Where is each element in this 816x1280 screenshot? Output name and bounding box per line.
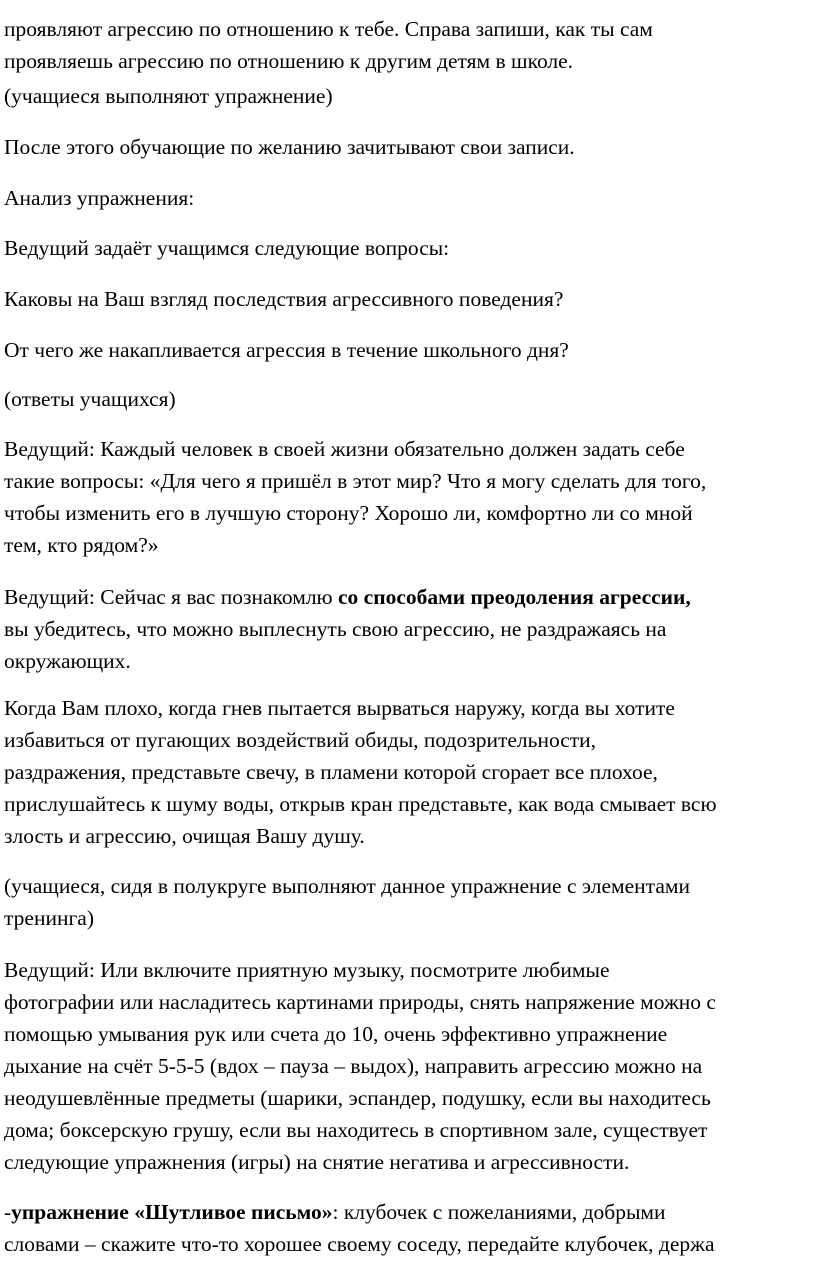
text-line: избавиться от пугающих воздействий обиды, подозрительности, [4,728,597,752]
paragraph [4,232,816,264]
paragraph [4,13,816,77]
text-line [4,1196,816,1228]
text-line: проявляют агрессию по отношению к тебе. Справа запиши, как ты сам [4,17,653,41]
text-line: тем, кто рядом?» [4,533,159,557]
text-line: чтобы изменить его в лучшую сторону? Хорошо ли, комфортно ли со мной [4,501,693,525]
text-line [4,581,816,613]
text-line: Анализ упражнения: [4,186,195,210]
paragraph [4,283,816,315]
text-line: Ведущий: Каждый человек в своей жизни обязательно должен задать себе [4,437,685,461]
text-line: неодушевлённые предметы (шарики, эспандер, подушку, если вы находитесь [4,1086,711,1110]
text-run: - [4,1200,12,1224]
paragraph [4,182,816,214]
paragraph [4,383,816,415]
paragraph [4,80,816,112]
paragraph [4,692,816,852]
text-line: такие вопросы: «Для чего я пришёл в этот мир? Что я могу сделать для того, [4,469,707,493]
text-line: раздражения, представьте свечу, в пламени которой сгорает все плохое, [4,760,658,784]
text-line: дома; боксерскую грушу, если вы находитесь в спортивном зале, существует [4,1118,708,1142]
paragraph [4,433,816,561]
text-line: дыхание на счёт 5-5-5 (вдох – пауза – выдох), направить агрессию можно на [4,1054,703,1078]
text-line: вы убедитесь, что можно выплеснуть свою агрессию, не раздражаясь на [4,617,667,641]
bold-text-run: со способами преодоления агрессии, [338,585,691,609]
text-run: : клубочек с пожеланиями, добрыми [332,1200,666,1224]
text-line: От чего же накапливается агрессия в течение школьного дня? [4,338,569,362]
text-line: (ответы учащихся) [4,387,176,411]
text-line: Ведущий задаёт учащимся следующие вопросы: [4,236,450,260]
text-line: Каковы на Ваш взгляд последствия агрессивного поведения? [4,287,564,311]
paragraph [4,334,816,366]
text-line: (учащиеся, сидя в полукруге выполняют данное упражнение с элементами [4,874,690,898]
paragraph [4,581,816,677]
paragraph [4,870,816,934]
text-line: помощью умывания рук или счета до 10, очень эффективно упражнение [4,1022,668,1046]
text-line: прислушайтесь к шуму воды, открыв кран представьте, как вода смывает всю [4,792,717,816]
text-line: следующие упражнения (игры) на снятие негатива и агрессивности. [4,1150,630,1174]
text-run: Ведущий: Сейчас я вас познакомлю [4,585,338,609]
text-line: (учащиеся выполняют упражнение) [4,84,333,108]
paragraph [4,954,816,1178]
text-line: фотографии или насладитесь картинами природы, снять напряжение можно с [4,990,716,1014]
text-line: проявляешь агрессию по отношению к другим детям в школе. [4,49,574,73]
bold-text-run: упражнение «Шутливое письмо» [11,1200,333,1224]
text-line: окружающих. [4,649,131,673]
text-line: После этого обучающие по желанию зачитывают свои записи. [4,135,575,159]
paragraph [4,131,816,163]
text-line: злость и агрессию, очищая Вашу душу. [4,824,365,848]
text-line: Когда Вам плохо, когда гнев пытается вырваться наружу, когда вы хотите [4,696,675,720]
paragraph [4,1196,816,1260]
text-line: тренинга) [4,906,94,930]
text-line: Ведущий: Или включите приятную музыку, посмотрите любимые [4,958,610,982]
text-line: словами – скажите что-то хорошее своему соседу, передайте клубочек, держа [4,1232,715,1256]
